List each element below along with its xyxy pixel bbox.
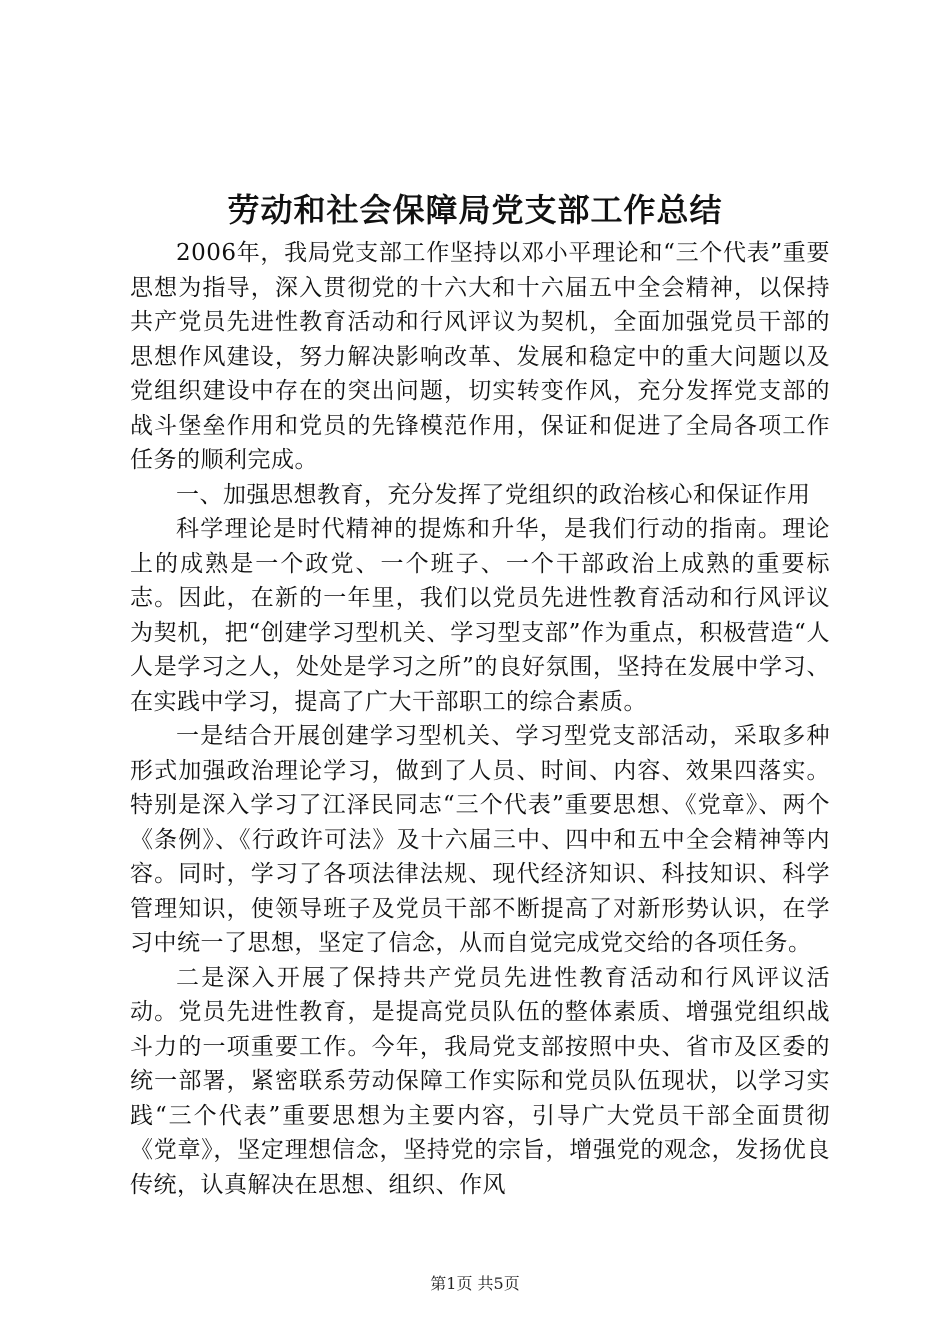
page-footer: 第1页 共5页 [430,1274,520,1293]
section-heading-1: 一、加强思想教育，充分发挥了党组织的政治核心和保证作用 [176,481,811,508]
paragraph-point-two: 二是深入开展了保持共产党员先进性教育活动和行风评议活动。党员先进性教育，是提高党员队伍的整体素质、增强党组织战斗力的一项重要工作。今年，我局党支部按照中央、省市及区委的统一部署，紧密联系劳动保障工作实际和党员队伍现状，以学习实践“三个代表”重要思想为主要内容，引导广大党员干部全面贯彻《党章》，坚定理想信念，坚持党的宗旨，增强党的观念，发扬优良传统，认真解决在思想、组织、作风 [130,964,830,1198]
document-title: 劳动和社会保障局党支部工作总结 [227,191,723,229]
paragraph-theory: 科学理论是时代精神的提炼和升华，是我们行动的指南。理论上的成熟是一个政党、一个班子、一个干部政治上成熟的重要标志。因此，在新的一年里，我们以党员先进性教育活动和行风评议为契机，把“创建学习型机关、学习型支部”作为重点，积极营造“人人是学习之人，处处是学习之所”的良好氛围，坚持在发展中学习、在实践中学习，提高了广大干部职工的综合素质。 [130,516,830,715]
paragraph-point-one: 一是结合开展创建学习型机关、学习型党支部活动，采取多种形式加强政治理论学习，做到了人员、时间、内容、效果四落实。特别是深入学习了江泽民同志“三个代表”重要思想、《党章》、两个《条例》、《行政许可法》及十六届三中、四中和五中全会精神等内容。同时，学习了各项法律法规、现代经济知识、科技知识、科学管理知识，使领导班子及党员干部不断提高了对新形势认识，在学习中统一了思想，坚定了信念，从而自觉完成党交给的各项任务。 [130,723,830,956]
paragraph-intro: 2006年，我局党支部工作坚持以邓小平理论和“三个代表”重要思想为指导，深入贯彻党的十六大和十六届五中全会精神，以保持共产党员先进性教育活动和行风评议为契机，全面加强党员干部的思想作风建设，努力解决影响改革、发展和稳定中的重大问题以及党组织建设中存在的突出问题，切实转变作风，充分发挥党支部的战斗堡垒作用和党员的先锋模范作用，保证和促进了全局各项工作任务的顺利完成。 [130,240,830,473]
document-body [130,236,830,1202]
